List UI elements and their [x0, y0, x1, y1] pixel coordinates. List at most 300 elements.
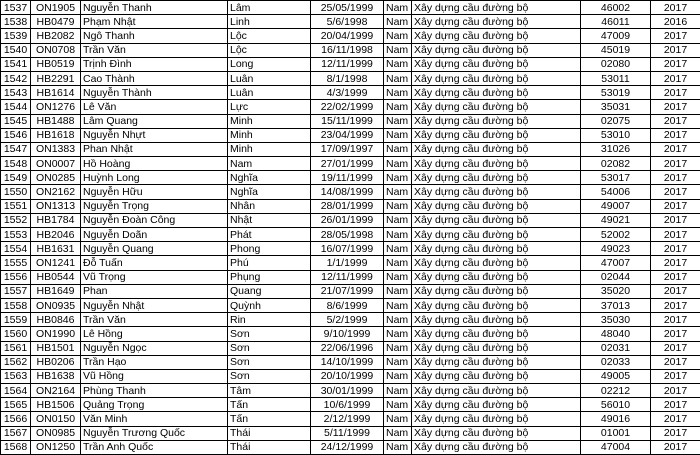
- cell-given-name: Lộc: [228, 29, 311, 43]
- cell-given-name: Nghĩa: [228, 185, 311, 199]
- cell-surname-middle: Quảng Trọng: [81, 398, 228, 412]
- cell-gender: Nam: [384, 29, 412, 43]
- cell-gender: Nam: [384, 355, 412, 369]
- cell-major: Xây dựng cầu đường bộ: [412, 29, 581, 43]
- cell-surname-middle: Phan: [81, 284, 228, 298]
- cell-row-number: 1557: [1, 284, 31, 298]
- cell-surname-middle: Trần Văn: [81, 43, 228, 57]
- cell-surname-middle: Nguyễn Thanh: [81, 1, 228, 15]
- cell-surname-middle: Huỳnh Long: [81, 171, 228, 185]
- cell-student-code: HB1618: [31, 128, 81, 142]
- table-row: [1, 369, 700, 383]
- cell-gender: Nam: [384, 171, 412, 185]
- cell-given-name: Phú: [228, 256, 311, 270]
- table-row: [1, 384, 700, 398]
- cell-surname-middle: Hồ Hoàng: [81, 157, 228, 171]
- cell-major: Xây dựng cầu đường bộ: [412, 86, 581, 100]
- cell-gender: Nam: [384, 128, 412, 142]
- cell-row-number: 1564: [1, 384, 31, 398]
- table-row: [1, 341, 700, 355]
- cell-gender: Nam: [384, 313, 412, 327]
- cell-row-number: 1566: [1, 412, 31, 426]
- table-row: [1, 256, 700, 270]
- cell-surname-middle: Nguyễn Doãn: [81, 228, 228, 242]
- cell-class-code: 37013: [581, 298, 651, 312]
- cell-student-code: HB1649: [31, 284, 81, 298]
- cell-given-name: Nhật: [228, 213, 311, 227]
- cell-student-code: HB1506: [31, 398, 81, 412]
- cell-class-code: 47004: [581, 440, 651, 454]
- cell-gender: Nam: [384, 100, 412, 114]
- cell-row-number: 1548: [1, 157, 31, 171]
- cell-major: Xây dựng cầu đường bộ: [412, 426, 581, 440]
- cell-major: Xây dựng cầu đường bộ: [412, 284, 581, 298]
- cell-class-code: 35020: [581, 284, 651, 298]
- cell-student-code: ON0985: [31, 426, 81, 440]
- cell-student-code: ON1313: [31, 199, 81, 213]
- cell-year: 2017: [651, 185, 700, 199]
- cell-major: Xây dựng cầu đường bộ: [412, 228, 581, 242]
- cell-surname-middle: Nguyễn Nhựt: [81, 128, 228, 142]
- cell-gender: Nam: [384, 426, 412, 440]
- cell-class-code: 46002: [581, 1, 651, 15]
- cell-student-code: ON0007: [31, 157, 81, 171]
- cell-surname-middle: Phùng Thanh: [81, 384, 228, 398]
- cell-student-code: HB1501: [31, 341, 81, 355]
- table-row: [1, 355, 700, 369]
- cell-birth-date: 14/10/1999: [311, 355, 384, 369]
- cell-year: 2017: [651, 128, 700, 142]
- cell-major: Xây dựng cầu đường bộ: [412, 327, 581, 341]
- cell-major: Xây dựng cầu đường bộ: [412, 313, 581, 327]
- cell-given-name: Lực: [228, 100, 311, 114]
- cell-given-name: Sơn: [228, 327, 311, 341]
- cell-class-code: 54006: [581, 185, 651, 199]
- table-row: [1, 100, 700, 114]
- cell-birth-date: 23/04/1999: [311, 128, 384, 142]
- cell-row-number: 1558: [1, 298, 31, 312]
- cell-student-code: HB1631: [31, 242, 81, 256]
- cell-given-name: Thái: [228, 440, 311, 454]
- cell-gender: Nam: [384, 43, 412, 57]
- table-row: [1, 86, 700, 100]
- cell-year: 2017: [651, 171, 700, 185]
- cell-given-name: Phụng: [228, 270, 311, 284]
- table-row: [1, 171, 700, 185]
- table-row: [1, 185, 700, 199]
- cell-student-code: ON1905: [31, 1, 81, 15]
- cell-surname-middle: Nguyễn Quang: [81, 242, 228, 256]
- cell-row-number: 1543: [1, 86, 31, 100]
- cell-year: 2017: [651, 270, 700, 284]
- cell-gender: Nam: [384, 298, 412, 312]
- cell-surname-middle: Nguyễn Thành: [81, 86, 228, 100]
- table-row: [1, 1, 700, 15]
- cell-row-number: 1551: [1, 199, 31, 213]
- cell-surname-middle: Văn Minh: [81, 412, 228, 426]
- cell-birth-date: 1/1/1999: [311, 256, 384, 270]
- cell-given-name: Sơn: [228, 355, 311, 369]
- cell-given-name: Nam: [228, 157, 311, 171]
- cell-surname-middle: Nguyễn Trương Quốc: [81, 426, 228, 440]
- cell-major: Xây dựng cầu đường bộ: [412, 298, 581, 312]
- table-row: [1, 15, 700, 29]
- cell-gender: Nam: [384, 327, 412, 341]
- cell-class-code: 53017: [581, 171, 651, 185]
- cell-surname-middle: Lê Hồng: [81, 327, 228, 341]
- cell-given-name: Rin: [228, 313, 311, 327]
- table-row: [1, 128, 700, 142]
- cell-class-code: 56010: [581, 398, 651, 412]
- cell-major: Xây dựng cầu đường bộ: [412, 185, 581, 199]
- cell-major: Xây dựng cầu đường bộ: [412, 355, 581, 369]
- cell-row-number: 1549: [1, 171, 31, 185]
- cell-gender: Nam: [384, 412, 412, 426]
- cell-class-code: 45019: [581, 43, 651, 57]
- cell-row-number: 1541: [1, 57, 31, 71]
- cell-surname-middle: Cao Thành: [81, 71, 228, 85]
- cell-row-number: 1553: [1, 228, 31, 242]
- table-row: [1, 29, 700, 43]
- cell-student-code: ON1990: [31, 327, 81, 341]
- table-row: [1, 228, 700, 242]
- cell-student-code: ON1250: [31, 440, 81, 454]
- cell-class-code: 02080: [581, 57, 651, 71]
- cell-birth-date: 12/11/1999: [311, 57, 384, 71]
- cell-major: Xây dựng cầu đường bộ: [412, 256, 581, 270]
- cell-year: 2017: [651, 71, 700, 85]
- cell-surname-middle: Nguyễn Hữu: [81, 185, 228, 199]
- cell-student-code: HB2046: [31, 228, 81, 242]
- cell-student-code: HB0519: [31, 57, 81, 71]
- cell-class-code: 02033: [581, 355, 651, 369]
- cell-major: Xây dựng cầu đường bộ: [412, 114, 581, 128]
- cell-major: Xây dựng cầu đường bộ: [412, 171, 581, 185]
- cell-surname-middle: Nguyễn Ngọc: [81, 341, 228, 355]
- cell-student-code: ON1383: [31, 142, 81, 156]
- table-row: [1, 71, 700, 85]
- cell-gender: Nam: [384, 71, 412, 85]
- cell-birth-date: 10/6/1999: [311, 398, 384, 412]
- cell-student-code: ON2164: [31, 384, 81, 398]
- table-row: [1, 43, 700, 57]
- cell-surname-middle: Lâm Quang: [81, 114, 228, 128]
- cell-major: Xây dựng cầu đường bộ: [412, 341, 581, 355]
- table-row: [1, 270, 700, 284]
- cell-birth-date: 16/11/1998: [311, 43, 384, 57]
- cell-given-name: Long: [228, 57, 311, 71]
- cell-surname-middle: Trần Hạo: [81, 355, 228, 369]
- cell-row-number: 1565: [1, 398, 31, 412]
- cell-given-name: Nghĩa: [228, 171, 311, 185]
- cell-gender: Nam: [384, 114, 412, 128]
- cell-year: 2017: [651, 440, 700, 454]
- cell-class-code: 49016: [581, 412, 651, 426]
- table-row: [1, 284, 700, 298]
- table-row: [1, 327, 700, 341]
- cell-major: Xây dựng cầu đường bộ: [412, 43, 581, 57]
- cell-class-code: 49021: [581, 213, 651, 227]
- cell-major: Xây dựng cầu đường bộ: [412, 384, 581, 398]
- cell-year: 2017: [651, 1, 700, 15]
- cell-major: Xây dựng cầu đường bộ: [412, 71, 581, 85]
- cell-given-name: Luân: [228, 71, 311, 85]
- cell-class-code: 49005: [581, 369, 651, 383]
- cell-gender: Nam: [384, 369, 412, 383]
- cell-birth-date: 9/10/1999: [311, 327, 384, 341]
- cell-birth-date: 12/11/1999: [311, 270, 384, 284]
- cell-student-code: HB2291: [31, 71, 81, 85]
- cell-birth-date: 28/01/1999: [311, 199, 384, 213]
- cell-row-number: 1562: [1, 355, 31, 369]
- cell-major: Xây dựng cầu đường bộ: [412, 157, 581, 171]
- cell-student-code: HB0846: [31, 313, 81, 327]
- cell-class-code: 02044: [581, 270, 651, 284]
- cell-year: 2017: [651, 114, 700, 128]
- cell-birth-date: 17/09/1997: [311, 142, 384, 156]
- cell-surname-middle: Nguyễn Nhật: [81, 298, 228, 312]
- cell-gender: Nam: [384, 242, 412, 256]
- cell-class-code: 01001: [581, 426, 651, 440]
- cell-row-number: 1567: [1, 426, 31, 440]
- cell-class-code: 02082: [581, 157, 651, 171]
- cell-birth-date: 27/01/1999: [311, 157, 384, 171]
- cell-surname-middle: Đỗ Tuấn: [81, 256, 228, 270]
- cell-row-number: 1559: [1, 313, 31, 327]
- cell-row-number: 1563: [1, 369, 31, 383]
- table-row: [1, 213, 700, 227]
- cell-year: 2017: [651, 57, 700, 71]
- cell-birth-date: 5/2/1999: [311, 313, 384, 327]
- cell-student-code: HB1488: [31, 114, 81, 128]
- cell-class-code: 35031: [581, 100, 651, 114]
- cell-student-code: ON0935: [31, 298, 81, 312]
- cell-class-code: 52002: [581, 228, 651, 242]
- cell-gender: Nam: [384, 398, 412, 412]
- cell-birth-date: 30/01/1999: [311, 384, 384, 398]
- cell-major: Xây dựng cầu đường bộ: [412, 440, 581, 454]
- cell-given-name: Minh: [228, 114, 311, 128]
- cell-gender: Nam: [384, 1, 412, 15]
- cell-student-code: HB0479: [31, 15, 81, 29]
- cell-given-name: Quỳnh: [228, 298, 311, 312]
- cell-row-number: 1545: [1, 114, 31, 128]
- cell-year: 2017: [651, 256, 700, 270]
- cell-student-code: HB1638: [31, 369, 81, 383]
- cell-gender: Nam: [384, 199, 412, 213]
- cell-gender: Nam: [384, 384, 412, 398]
- table-row: [1, 426, 700, 440]
- cell-birth-date: 28/05/1998: [311, 228, 384, 242]
- cell-major: Xây dựng cầu đường bộ: [412, 369, 581, 383]
- cell-row-number: 1537: [1, 1, 31, 15]
- cell-class-code: 02212: [581, 384, 651, 398]
- cell-class-code: 31026: [581, 142, 651, 156]
- cell-major: Xây dựng cầu đường bộ: [412, 57, 581, 71]
- cell-year: 2017: [651, 157, 700, 171]
- cell-year: 2017: [651, 313, 700, 327]
- cell-birth-date: 24/12/1999: [311, 440, 384, 454]
- cell-row-number: 1546: [1, 128, 31, 142]
- cell-year: 2017: [651, 86, 700, 100]
- cell-surname-middle: Trần Anh Quốc: [81, 440, 228, 454]
- cell-class-code: 47009: [581, 29, 651, 43]
- cell-row-number: 1568: [1, 440, 31, 454]
- cell-birth-date: 5/11/1999: [311, 426, 384, 440]
- cell-gender: Nam: [384, 142, 412, 156]
- cell-birth-date: 25/05/1999: [311, 1, 384, 15]
- cell-birth-date: 16/07/1999: [311, 242, 384, 256]
- cell-gender: Nam: [384, 284, 412, 298]
- cell-given-name: Tấn: [228, 412, 311, 426]
- cell-student-code: HB2082: [31, 29, 81, 43]
- cell-major: Xây dựng cầu đường bộ: [412, 412, 581, 426]
- cell-birth-date: 22/06/1996: [311, 341, 384, 355]
- cell-row-number: 1554: [1, 242, 31, 256]
- cell-gender: Nam: [384, 228, 412, 242]
- cell-row-number: 1542: [1, 71, 31, 85]
- cell-gender: Nam: [384, 440, 412, 454]
- cell-year: 2017: [651, 142, 700, 156]
- cell-birth-date: 22/02/1999: [311, 100, 384, 114]
- cell-major: Xây dựng cầu đường bộ: [412, 270, 581, 284]
- cell-gender: Nam: [384, 185, 412, 199]
- cell-given-name: Quang: [228, 284, 311, 298]
- cell-birth-date: 8/6/1999: [311, 298, 384, 312]
- cell-year: 2017: [651, 412, 700, 426]
- cell-student-code: HB0544: [31, 270, 81, 284]
- cell-student-code: HB1614: [31, 86, 81, 100]
- cell-row-number: 1556: [1, 270, 31, 284]
- table-row: [1, 114, 700, 128]
- cell-given-name: Sơn: [228, 341, 311, 355]
- cell-gender: Nam: [384, 270, 412, 284]
- cell-student-code: ON2162: [31, 185, 81, 199]
- cell-class-code: 46011: [581, 15, 651, 29]
- cell-given-name: Phát: [228, 228, 311, 242]
- cell-birth-date: 5/6/1998: [311, 15, 384, 29]
- cell-row-number: 1560: [1, 327, 31, 341]
- cell-birth-date: 14/08/1999: [311, 185, 384, 199]
- cell-surname-middle: Trịnh Đình: [81, 57, 228, 71]
- cell-surname-middle: Phạm Nhật: [81, 15, 228, 29]
- table-row: [1, 412, 700, 426]
- cell-gender: Nam: [384, 213, 412, 227]
- cell-student-code: ON0708: [31, 43, 81, 57]
- cell-birth-date: 20/10/1999: [311, 369, 384, 383]
- cell-gender: Nam: [384, 57, 412, 71]
- cell-surname-middle: Lê Văn: [81, 100, 228, 114]
- cell-row-number: 1547: [1, 142, 31, 156]
- cell-given-name: Nhân: [228, 199, 311, 213]
- cell-year: 2017: [651, 327, 700, 341]
- cell-given-name: Tâm: [228, 384, 311, 398]
- cell-major: Xây dựng cầu đường bộ: [412, 199, 581, 213]
- cell-major: Xây dựng cầu đường bộ: [412, 1, 581, 15]
- table-row: [1, 398, 700, 412]
- cell-student-code: ON1241: [31, 256, 81, 270]
- cell-surname-middle: Trần Văn: [81, 313, 228, 327]
- cell-class-code: 48040: [581, 327, 651, 341]
- cell-student-code: ON0285: [31, 171, 81, 185]
- cell-class-code: 53011: [581, 71, 651, 85]
- cell-year: 2017: [651, 398, 700, 412]
- cell-row-number: 1555: [1, 256, 31, 270]
- cell-student-code: ON0150: [31, 412, 81, 426]
- cell-gender: Nam: [384, 15, 412, 29]
- cell-year: 2017: [651, 426, 700, 440]
- cell-surname-middle: Vũ Hồng: [81, 369, 228, 383]
- cell-given-name: Thái: [228, 426, 311, 440]
- cell-row-number: 1561: [1, 341, 31, 355]
- table-row: [1, 157, 700, 171]
- cell-year: 2017: [651, 384, 700, 398]
- table-row: [1, 57, 700, 71]
- cell-row-number: 1544: [1, 100, 31, 114]
- table-row: [1, 242, 700, 256]
- table-body: [1, 1, 700, 455]
- cell-surname-middle: Nguyễn Trọng: [81, 199, 228, 213]
- cell-major: Xây dựng cầu đường bộ: [412, 242, 581, 256]
- cell-class-code: 47007: [581, 256, 651, 270]
- cell-class-code: 35030: [581, 313, 651, 327]
- cell-class-code: 02031: [581, 341, 651, 355]
- cell-birth-date: 8/1/1998: [311, 71, 384, 85]
- cell-major: Xây dựng cầu đường bộ: [412, 142, 581, 156]
- table-row: [1, 199, 700, 213]
- table-row: [1, 298, 700, 312]
- cell-given-name: Minh: [228, 128, 311, 142]
- cell-year: 2017: [651, 341, 700, 355]
- cell-row-number: 1550: [1, 185, 31, 199]
- cell-year: 2017: [651, 43, 700, 57]
- cell-gender: Nam: [384, 86, 412, 100]
- cell-student-code: ON1276: [31, 100, 81, 114]
- cell-class-code: 49023: [581, 242, 651, 256]
- cell-surname-middle: Phan Nhật: [81, 142, 228, 156]
- cell-given-name: Tấn: [228, 398, 311, 412]
- cell-given-name: Luân: [228, 86, 311, 100]
- cell-birth-date: 2/12/1999: [311, 412, 384, 426]
- cell-surname-middle: Ngô Thanh: [81, 29, 228, 43]
- cell-birth-date: 20/04/1999: [311, 29, 384, 43]
- cell-given-name: Sơn: [228, 369, 311, 383]
- cell-given-name: Phong: [228, 242, 311, 256]
- cell-student-code: HB0206: [31, 355, 81, 369]
- cell-major: Xây dựng cầu đường bộ: [412, 213, 581, 227]
- cell-class-code: 49007: [581, 199, 651, 213]
- cell-class-code: 53019: [581, 86, 651, 100]
- cell-given-name: Lộc: [228, 43, 311, 57]
- cell-birth-date: 26/01/1999: [311, 213, 384, 227]
- cell-year: 2017: [651, 284, 700, 298]
- cell-given-name: Lâm: [228, 1, 311, 15]
- cell-birth-date: 4/3/1999: [311, 86, 384, 100]
- cell-major: Xây dựng cầu đường bộ: [412, 398, 581, 412]
- cell-year: 2017: [651, 242, 700, 256]
- cell-gender: Nam: [384, 157, 412, 171]
- cell-year: 2017: [651, 355, 700, 369]
- cell-year: 2016: [651, 15, 700, 29]
- cell-birth-date: 19/11/1999: [311, 171, 384, 185]
- cell-gender: Nam: [384, 256, 412, 270]
- cell-class-code: 02075: [581, 114, 651, 128]
- cell-year: 2017: [651, 199, 700, 213]
- cell-surname-middle: Nguyễn Đoàn Công: [81, 213, 228, 227]
- cell-major: Xây dựng cầu đường bộ: [412, 15, 581, 29]
- cell-year: 2017: [651, 298, 700, 312]
- cell-year: 2017: [651, 228, 700, 242]
